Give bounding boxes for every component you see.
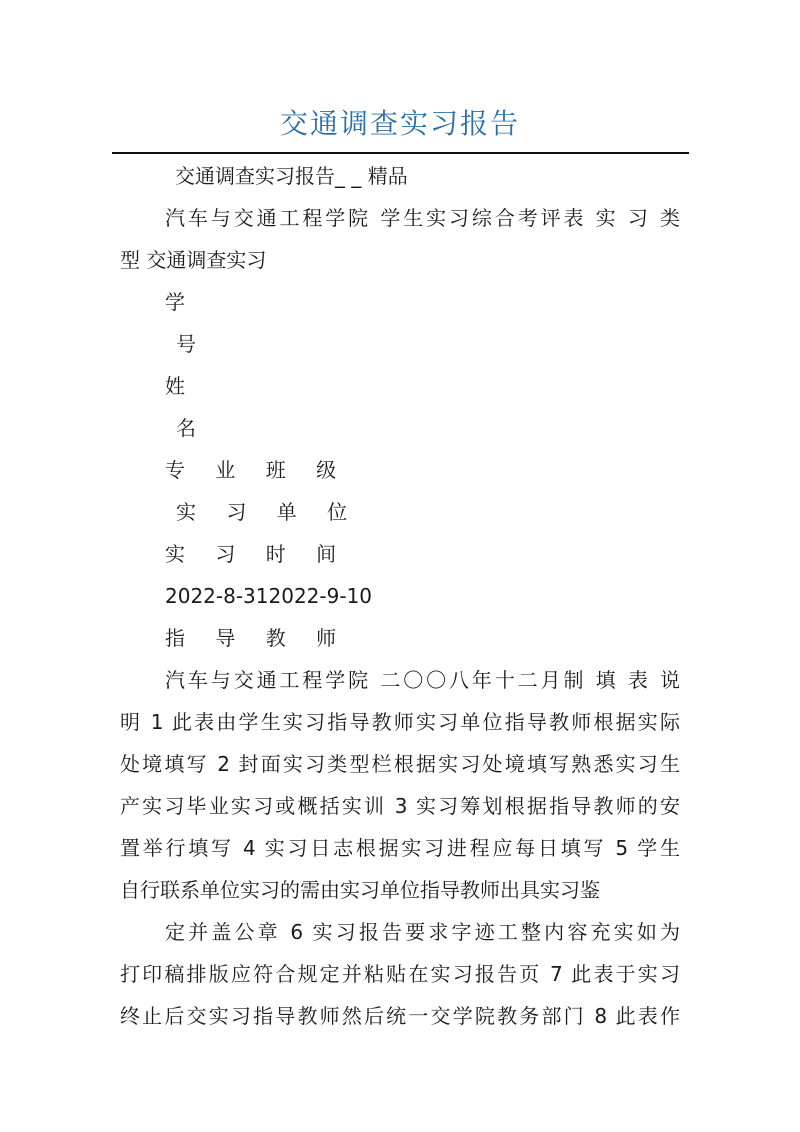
document-title: 交通调查实习报告 [279, 107, 520, 140]
subtitle-line: 交通调查实习报告_ _ 精品 [175, 164, 408, 188]
field-label-name: 名 [176, 416, 196, 440]
title-divider [112, 152, 689, 154]
field-label-intern-time: 实 习 时 间 [165, 542, 349, 566]
paragraph-line: 终止后交实习指导教师然后统一交学院教务部门 8 此表作 [120, 1004, 680, 1028]
field-label-major-class: 专 业 班 级 [165, 458, 349, 482]
paragraph-line: 打印稿排版应符合规定并粘贴在实习报告页 7 此表于实习 [120, 962, 680, 986]
field-label-advisor: 指 导 教 师 [165, 626, 349, 650]
paragraph-line: 置举行填写 4 实习日志根据实习进程应每日填写 5 学生 [120, 836, 680, 860]
paragraph-line: 自行联系单位实习的需由实习单位指导教师出具实习鉴 [120, 878, 600, 902]
paragraph-line: 产实习毕业实习或概括实训 3 实习筹划根据指导教师的安 [120, 794, 680, 818]
paragraph-line: 汽车与交通工程学院 学生实习综合考评表 实 习 类 [165, 206, 680, 230]
field-label-student-id: 号 [176, 332, 196, 356]
internship-dates: 2022-8-312022-9-10 [165, 584, 373, 608]
field-label-student-id: 学 [165, 290, 185, 314]
paragraph-line: 定并盖公章 6 实习报告要求字迹工整内容充实如为 [165, 920, 680, 944]
field-label-intern-unit: 实 习 单 位 [176, 500, 360, 524]
field-label-name: 姓 [165, 374, 185, 398]
paragraph-line: 型 交通调查实习 [120, 248, 267, 272]
paragraph-line: 处境填写 2 封面实习类型栏根据实习处境填写熟悉实习生 [120, 752, 680, 776]
paragraph-line: 汽车与交通工程学院 二〇〇八年十二月制 填 表 说 [165, 668, 680, 692]
paragraph-line: 明 1 此表由学生实习指导教师实习单位指导教师根据实际 [120, 710, 680, 734]
